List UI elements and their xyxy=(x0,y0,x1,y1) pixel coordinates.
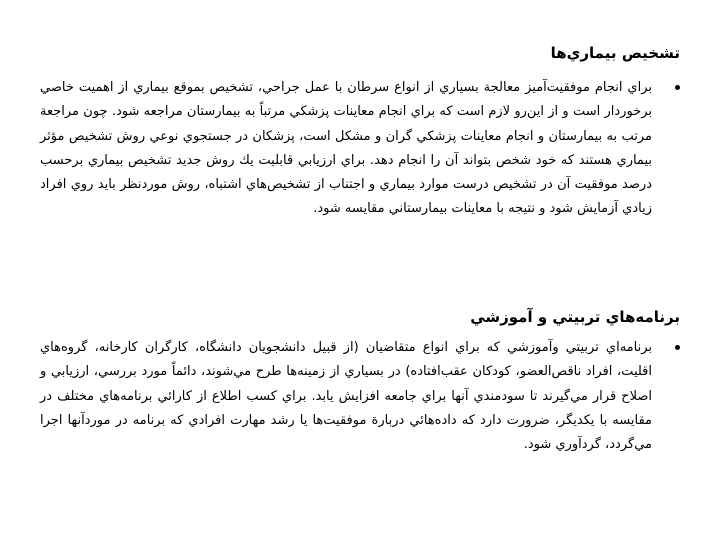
section-title: برنامه‌هاي تربيتي و آموزشي xyxy=(470,308,680,326)
bullet-text: براي انجام موفقيت‌آميز معالجة بسياري از انواع سرطان با عمل جراحي، تشخيص بموقع بيماري از اهميت خاصي برخوردار است و از اين‌رو لازم است كه براي انجام معاينات پزشكي مرتباً به بيمارستان مراجعه شود. چون مراجعة مرتب به بيمارستان و انجام معاينات پزشكي گران و مشكل است، پزشكان در جستجوي نوعي روش تشخيص مؤثر بيماري هستند كه خود شخص بتواند آن را انجام دهد. براي ارزيابي قابليت يك روش جديد تشخيص بيماري برحسب درصد موفقيت آن در تشخيص درست موارد بيماري و اجتناب از تشخيص‌هاي اشتباه، روش موردنظر بايد روي افراد زيادي آزمايش شود و نتيجه با معاينات بيمارستاني مقايسه شود. xyxy=(40,80,652,217)
bullet-point-icon xyxy=(675,85,680,90)
bullet-text: برنامه‌اي تربيتي وآموزشي كه براي انواع متقاضيان (از قبيل دانشجويان دانشگاه، كارگران كارخانه، گروه‌هاي اقليت، افراد ناقص‌العضو، كودكان عقب‌افتاده) در بسياري از زمينه‌ها طرح مي‌شوند، دائماً مورد بررسي، ارزيابي و اصلاح قرار مي‌گيرند تا سودمندي آنها براي جامعه افزايش يابد. براي كسب اطلاع از كارائي برنامه‌هاي مختلف در مقايسه با يكديگر، ضرورت دارد كه داده‌هائي دربارة موفقيت‌ها يا رشد مهارت افرادي كه برنامه در موردآنها اجرا مي‌گردد، گردآوري شود. xyxy=(40,340,652,453)
bullet-list xyxy=(40,336,680,457)
bullet-point-icon xyxy=(675,345,680,350)
bullet-item xyxy=(40,336,680,457)
bullet-item xyxy=(40,76,680,222)
section-title: تشخيص بيماري‌ها xyxy=(550,44,680,62)
bullet-list xyxy=(40,76,680,222)
